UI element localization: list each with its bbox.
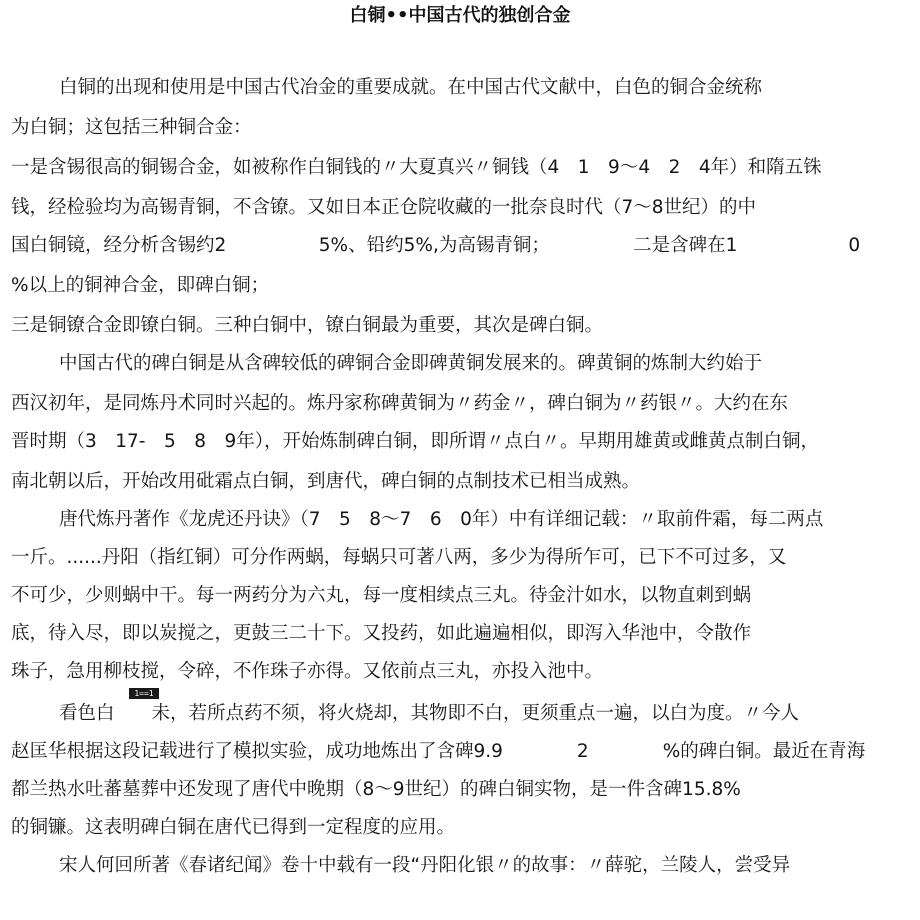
text-line: 南北朝以后，开始改用砒霜点白铜，到唐代，碑白铜的点制技术已相当成熟。 xyxy=(11,471,641,492)
marker-badge: 1==1 xyxy=(129,688,159,699)
text-line: 唐代炼丹著作《龙虎还丹诀》（7 5 8〜7 6 0年）中有详细记载：〃取前件霜，每二两点 xyxy=(59,509,824,530)
text-line: 晋时期（3 17- 5 8 9年），开始炼制碑白铜，即所谓〃点白〃。早期用雄黄或雌黄点制白铜， xyxy=(11,431,820,452)
text-line: 看色白 未，若所点药不须，将火烧却，其物即不白，更须重点一遍，以白为度。〃今人 xyxy=(59,703,800,724)
text-line: 底，待入尽，即以炭搅之，更鼓三二十下。又投药，如此遍遍相似，即泻入华池中，令散作 xyxy=(11,623,752,644)
page-title: 白铜••中国古代的独创合金 xyxy=(349,5,571,26)
text-line: 宋人何回所著《春诸纪闻》卷十中载有一段“丹阳化银〃的故事：〃薛驼，兰陵人，尝受异 xyxy=(59,855,791,876)
text-line: 国白铜镜，经分析含锡约2 5%、铅约5%,为高锡青铜； 二是含碑在1 0 xyxy=(11,235,861,256)
text-line: 钱，经检验均为高锡青铜，不含镣。又如日本正仓院收藏的一批奈良时代（7〜8世纪）的中 xyxy=(11,197,757,218)
text-line: 一斤。......丹阳（指红铜）可分作两蜗，每蜗只可著八两，多少为得所乍可，已下不可过多，又 xyxy=(11,547,787,568)
text-line: 三是铜镣合金即镣白铜。三种白铜中，镣白铜最为重要，其次是碑白铜。 xyxy=(11,315,604,336)
text-line: 中国古代的碑白铜是从含碑较低的碑铜合金即碑黄铜发展来的。碑黄铜的炼制大约始于 xyxy=(59,353,763,374)
text-line: 西汉初年，是同炼丹术同时兴起的。炼丹家称碑黄铜为〃药金〃，碑白铜为〃药银〃。大约在东 xyxy=(11,393,789,414)
text-line: 赵匡华根据这段记载进行了模拟实验，成功地炼出了含碑9.9 2 %的碑白铜。最近在青海 xyxy=(11,741,866,762)
text-line: 为白铜；这包括三种铜合金： xyxy=(11,117,252,138)
text-line: 一是含锡很高的铜锡合金，如被称作白铜钱的〃大夏真兴〃铜钱（4 1 9〜4 2 4年）和隋五铢 xyxy=(11,157,822,178)
text-line: 珠子，急用柳枝搅，令碎，不作珠子亦得。又依前点三丸，亦投入池中。 xyxy=(11,661,604,682)
text-line: %以上的铜神合金，即碑白铜； xyxy=(11,275,270,296)
text-line: 都兰热水吐蕃墓葬中还发现了唐代中晚期（8〜9世纪）的碑白铜实物，是一件含碑15.8% xyxy=(11,779,741,800)
text-line: 不可少，少则蜗中干。每一两药分为六丸，每一度相续点三丸。待金汁如水，以物直刺到蜗 xyxy=(11,585,752,606)
text-line: 白铜的出现和使用是中国古代冶金的重要成就。在中国古代文献中，白色的铜合金统称 xyxy=(59,77,763,98)
text-line: 的铜镰。这表明碑白铜在唐代已得到一定程度的应用。 xyxy=(11,817,456,838)
